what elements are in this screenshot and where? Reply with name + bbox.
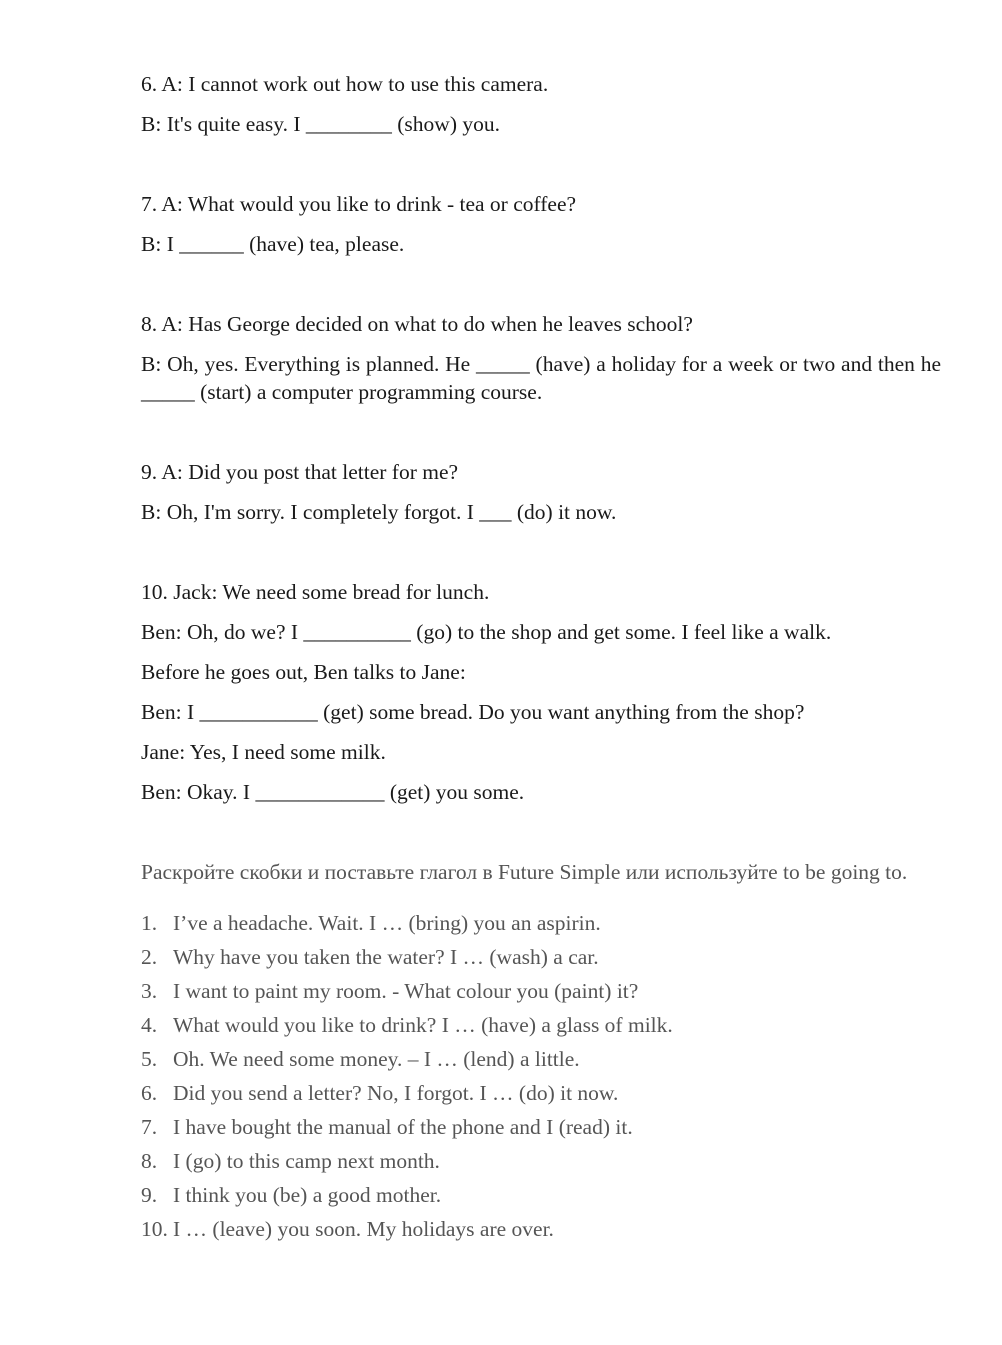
item-number: 4. <box>141 1013 158 1037</box>
item-text: I’ve a headache. Wait. I … (bring) you an aspirin. <box>173 911 601 935</box>
list-item <box>141 1042 941 1076</box>
item-text: Did you send a letter? No, I forgot. I … (do) it now. <box>173 1081 619 1105</box>
dialogue-line: Ben: Okay. I ____________ (get) you some. <box>141 780 525 804</box>
item-number: 9. <box>141 1183 158 1207</box>
item-number: 6. <box>141 1081 158 1105</box>
item-text: Why have you taken the water? I … (wash) a car. <box>173 945 599 969</box>
list-item <box>141 974 941 1008</box>
list-item <box>141 1008 941 1042</box>
exercise-instruction: Раскройте скобки и поставьте глагол в Future Simple или используйте to be going to. <box>141 860 908 884</box>
dialogue-line: 6. A: I cannot work out how to use this camera. <box>141 72 549 96</box>
item-number: 8. <box>141 1149 158 1173</box>
exercise-list <box>141 906 941 1246</box>
dialogue-line: Ben: Oh, do we? I __________ (go) to the shop and get some. I feel like a walk. <box>141 620 832 644</box>
item-number: 3. <box>141 979 158 1003</box>
item-text: I think you (be) a good mother. <box>173 1183 442 1207</box>
dialogue-9 <box>141 458 941 526</box>
dialogue-line: 8. A: Has George decided on what to do when he leaves school? <box>141 312 693 336</box>
item-number: 1. <box>141 911 158 935</box>
list-item <box>141 1212 941 1246</box>
dialogue-10 <box>141 578 941 806</box>
item-text: I want to paint my room. - What colour you (paint) it? <box>173 979 639 1003</box>
dialogue-line: B: It's quite easy. I ________ (show) you. <box>141 112 500 136</box>
dialogue-line: Before he goes out, Ben talks to Jane: <box>141 660 466 684</box>
dialogue-line: Jane: Yes, I need some milk. <box>141 740 386 764</box>
list-item <box>141 1076 941 1110</box>
dialogue-line: B: Oh, I'm sorry. I completely forgot. I ___ (do) it now. <box>141 500 617 524</box>
item-text: What would you like to drink? I … (have) a glass of milk. <box>173 1013 673 1037</box>
item-text: I (go) to this camp next month. <box>173 1149 440 1173</box>
item-number: 10. <box>141 1217 168 1241</box>
list-item <box>141 906 941 940</box>
list-item <box>141 1110 941 1144</box>
dialogue-line: 10. Jack: We need some bread for lunch. <box>141 580 490 604</box>
dialogue-line: Ben: I ___________ (get) some bread. Do you want anything from the shop? <box>141 700 805 724</box>
item-text: Oh. We need some money. – I … (lend) a little. <box>173 1047 580 1071</box>
dialogue-line: B: Oh, yes. Everything is planned. He _____ (have) a holiday for a week or two and then he _____ (start) a computer programming course. <box>141 352 941 404</box>
dialogue-7 <box>141 190 941 258</box>
item-text: I … (leave) you soon. My holidays are over. <box>173 1217 554 1241</box>
item-text: I have bought the manual of the phone and I (read) it. <box>173 1115 633 1139</box>
list-item <box>141 940 941 974</box>
list-item <box>141 1144 941 1178</box>
dialogue-line: 9. A: Did you post that letter for me? <box>141 460 459 484</box>
item-number: 5. <box>141 1047 158 1071</box>
dialogue-line: 7. A: What would you like to drink - tea or coffee? <box>141 192 577 216</box>
dialogue-line: B: I ______ (have) tea, please. <box>141 232 405 256</box>
item-number: 7. <box>141 1115 158 1139</box>
list-item <box>141 1178 941 1212</box>
dialogue-8 <box>141 310 941 406</box>
worksheet-page <box>141 70 941 1246</box>
dialogue-6 <box>141 70 941 138</box>
item-number: 2. <box>141 945 158 969</box>
